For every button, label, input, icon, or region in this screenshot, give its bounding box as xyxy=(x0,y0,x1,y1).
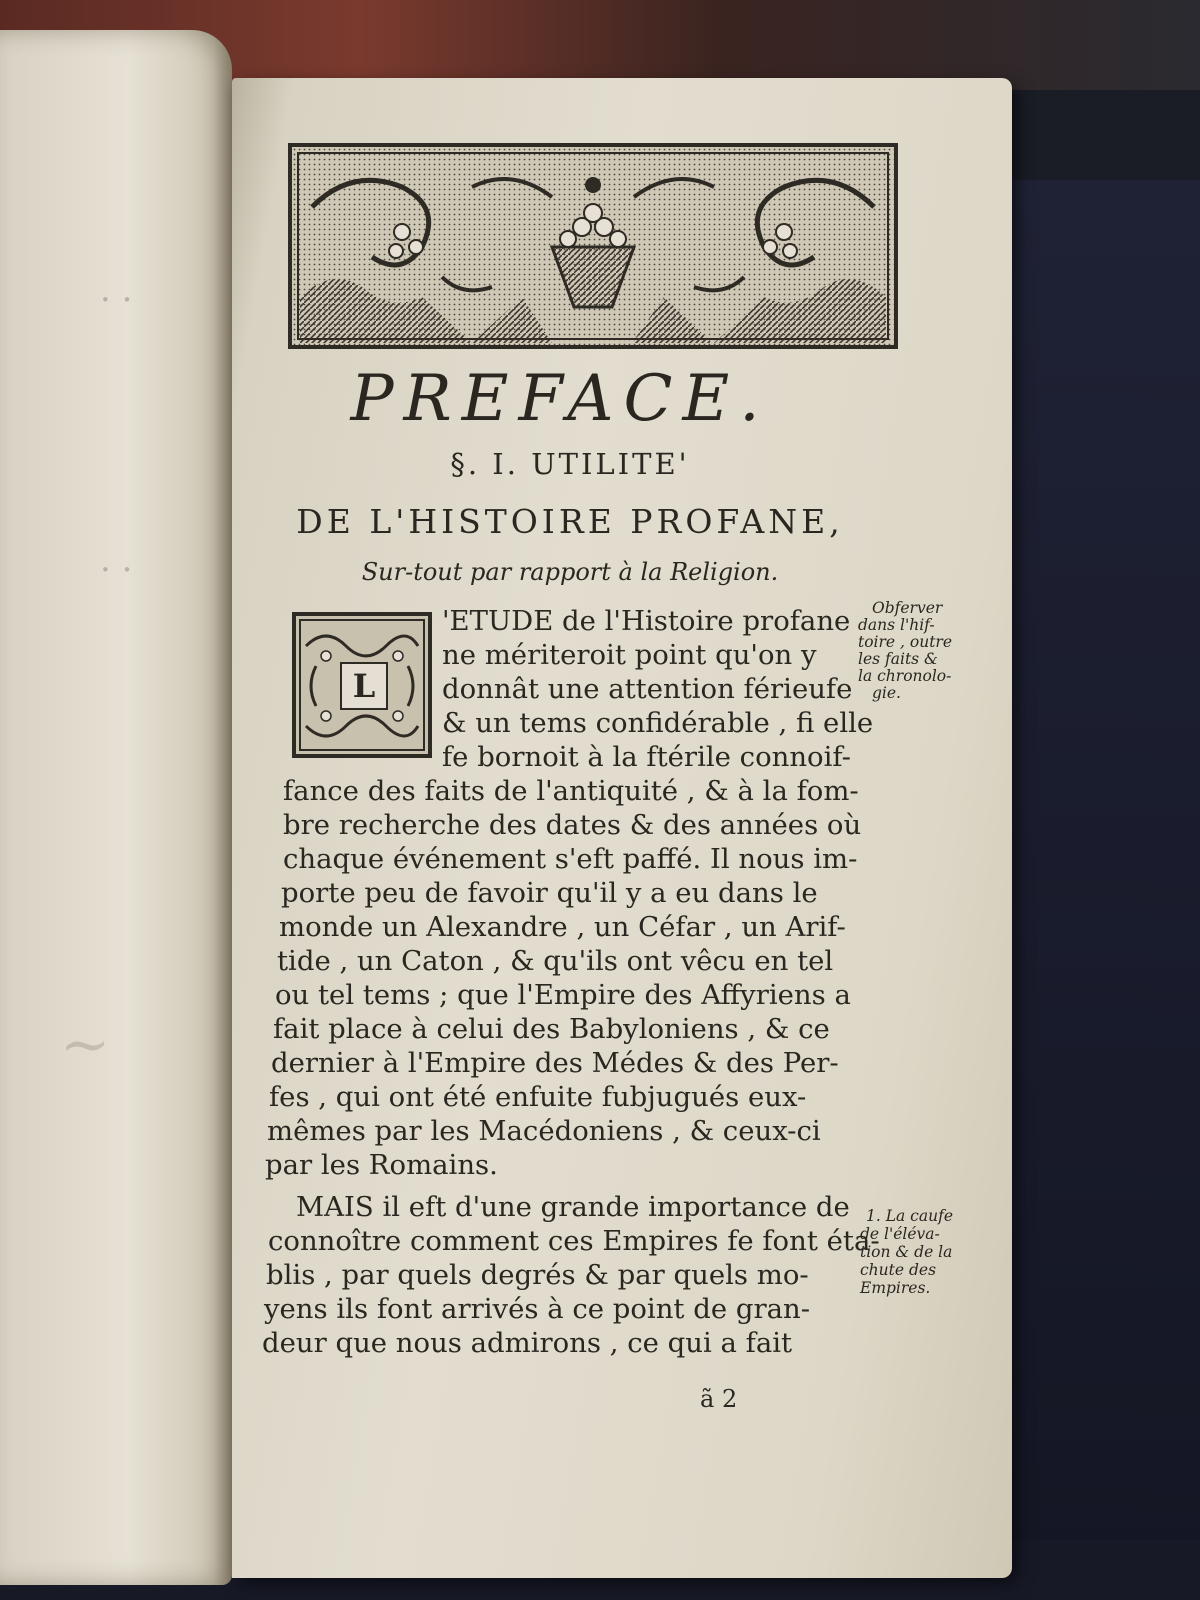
text-line: tide , un Caton , & qu'ils ont vêcu en tel xyxy=(277,945,834,977)
text-line: monde un Alexandre , un Céfar , un Arif- xyxy=(279,911,846,943)
signature-mark: ã 2 xyxy=(700,1385,738,1413)
text-line: fait place à celui des Babyloniens , & ce xyxy=(273,1013,830,1045)
text-line: porte peu de favoir qu'il y a eu dans le xyxy=(281,877,818,909)
section-heading: §. I. UTILITE' xyxy=(450,447,690,481)
headpiece-ornament-graphic xyxy=(292,147,894,345)
text-line: dernier à l'Empire des Médes & des Per- xyxy=(271,1047,839,1079)
show-through-mark: · · xyxy=(100,550,133,590)
text-line: & un tems confidérable , fi elle xyxy=(442,707,874,739)
text-line: ou tel tems ; que l'Empire des Affyriens a xyxy=(275,979,851,1011)
margin-note-line: tion & de la xyxy=(860,1243,953,1261)
text-line: bre recherche des dates & des années où xyxy=(283,809,862,841)
left-facing-page xyxy=(0,30,232,1585)
text-line: chaque événement s'eft paffé. Il nous im- xyxy=(283,843,858,875)
section-tagline: Sur-tout par rapport à la Religion. xyxy=(361,558,779,586)
margin-note-line: toire , outre xyxy=(858,633,953,651)
ornamental-headpiece xyxy=(288,143,898,349)
text-line: deur que nous admirons , ce qui a fait xyxy=(262,1327,793,1359)
text-line: 'ETUDE de l'Histoire profane xyxy=(442,605,851,637)
text-line: fance des faits de l'antiquité , & à la fom- xyxy=(283,775,859,807)
drop-cap-letter: L xyxy=(340,662,388,710)
margin-note-line: Empires. xyxy=(860,1279,931,1297)
text-line: fes , qui ont été enfuite fubjugués eux- xyxy=(269,1081,807,1113)
ornamental-drop-cap xyxy=(292,612,432,758)
show-through-mark: ~ xyxy=(60,1010,111,1080)
section-subtitle: DE L'HISTOIRE PROFANE, xyxy=(296,502,844,541)
page-title: PREFACE. xyxy=(350,362,770,436)
text-line: connoître comment ces Empires fe font éta- xyxy=(268,1225,880,1257)
show-through-mark: · · xyxy=(100,280,133,320)
text-line: donnât une attention férieufe xyxy=(442,673,853,705)
margin-note-line: 1. La caufe xyxy=(866,1207,953,1225)
text-line: MAIS il eft d'une grande importance de xyxy=(296,1191,850,1223)
text-line: ne mériteroit point qu'on y xyxy=(442,639,817,671)
text-line: yens ils font arrivés à ce point de gran- xyxy=(264,1293,810,1325)
margin-note-line: de l'éléva- xyxy=(860,1225,940,1243)
margin-note-line: dans l'hif- xyxy=(858,616,935,634)
margin-note-line: les faits & xyxy=(858,650,938,668)
text-line: fe bornoit à la ftérile connoif- xyxy=(442,741,851,773)
text-line: blis , par quels degrés & par quels mo- xyxy=(266,1259,809,1291)
text-line: mêmes par les Macédoniens , & ceux-ci xyxy=(267,1115,821,1147)
margin-note-line: chute des xyxy=(860,1261,937,1279)
margin-note-line: Obferver xyxy=(872,599,943,617)
margin-note-line: la chronolo- xyxy=(858,667,952,685)
margin-note-line: gie. xyxy=(872,684,901,702)
text-line: par les Romains. xyxy=(265,1149,498,1181)
